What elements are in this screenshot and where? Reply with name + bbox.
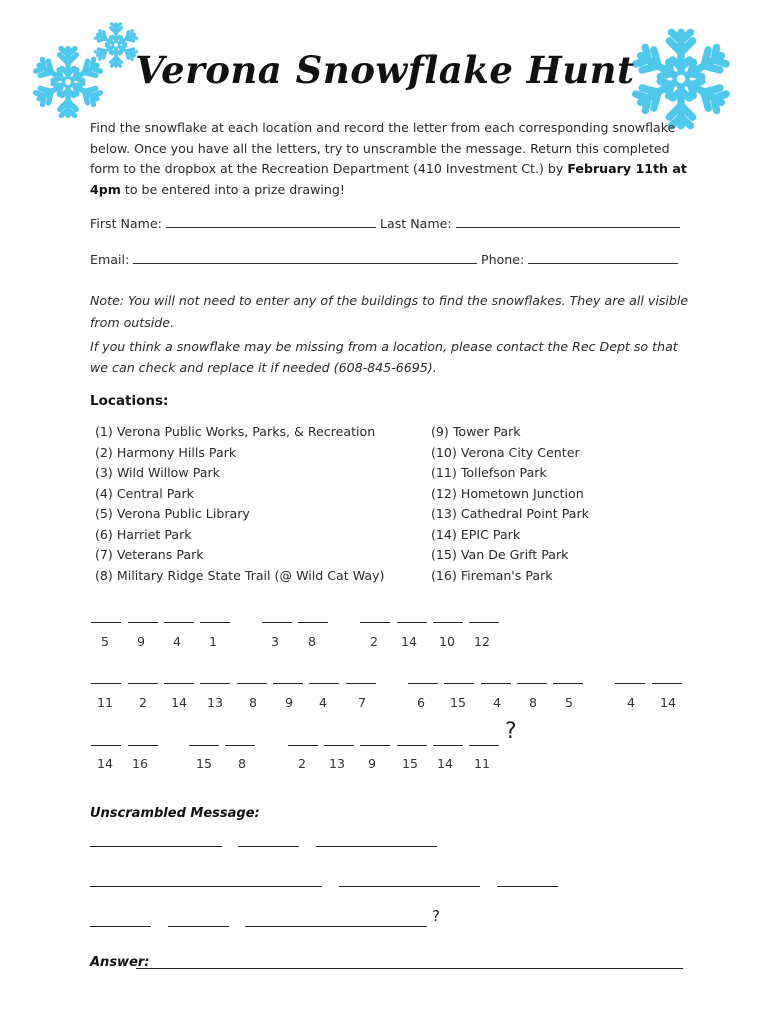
location-item: (5) Verona Public Library	[95, 506, 250, 521]
last-name-label: Last Name:	[380, 216, 452, 231]
question-mark: ?	[432, 907, 440, 925]
page-title: Verona Snowflake Hunt	[135, 48, 635, 92]
letter-blank[interactable]	[517, 683, 547, 684]
answer-line[interactable]	[136, 968, 683, 969]
word-line[interactable]	[168, 926, 229, 927]
letter-blank[interactable]	[200, 683, 230, 684]
letter-blank[interactable]	[225, 745, 255, 746]
location-number: 8	[307, 634, 316, 649]
location-item: (2) Harmony Hills Park	[95, 444, 237, 460]
letter-blank[interactable]	[652, 683, 682, 684]
first-name-field[interactable]	[166, 215, 376, 228]
location-number: 8	[237, 756, 246, 771]
location-number: 3	[270, 634, 279, 649]
location-number: 15	[449, 695, 467, 710]
letter-blank[interactable]	[553, 683, 583, 684]
location-number: 9	[136, 634, 145, 649]
location-number: 4	[172, 634, 181, 649]
location-number: 8	[528, 695, 537, 710]
email-field[interactable]	[133, 251, 477, 264]
letter-blank[interactable]	[397, 745, 427, 746]
letter-blank[interactable]	[309, 683, 339, 684]
location-number: 5	[564, 695, 573, 710]
letter-blank[interactable]	[237, 683, 267, 684]
location-item: (1) Verona Public Works, Parks, & Recreation	[95, 424, 376, 439]
word-line[interactable]	[497, 886, 558, 887]
letter-blank[interactable]	[444, 683, 474, 684]
location-item: (12) Hometown Junction	[431, 485, 584, 501]
word-line[interactable]	[90, 926, 151, 927]
locations-heading: Locations:	[90, 393, 169, 409]
letter-blank[interactable]	[433, 745, 463, 746]
letter-blank[interactable]	[164, 622, 194, 623]
location-number: 15	[195, 756, 213, 771]
letter-blank[interactable]	[262, 622, 292, 623]
location-number: 8	[248, 695, 257, 710]
locations-right-list	[431, 422, 589, 586]
location-number: 9	[284, 695, 293, 710]
location-item: (9) Tower Park	[431, 424, 521, 439]
deadline-text: February 11th at 4pm	[90, 161, 687, 197]
location-number: 2	[138, 695, 147, 710]
location-number: 13	[328, 756, 346, 771]
letter-blank[interactable]	[128, 745, 158, 746]
location-number: 1	[208, 634, 217, 649]
word-line[interactable]	[339, 886, 480, 887]
location-number: 14	[400, 634, 418, 649]
intro-text-end: to be entered into a prize drawing!	[120, 181, 345, 197]
letter-blank[interactable]	[481, 683, 511, 684]
location-item: (14) EPIC Park	[431, 526, 521, 542]
location-number: 11	[96, 695, 114, 710]
letter-blank[interactable]	[433, 622, 463, 623]
letter-blank[interactable]	[408, 683, 438, 684]
letter-blank[interactable]	[164, 683, 194, 684]
letter-blank[interactable]	[128, 683, 158, 684]
location-item: (3) Wild Willow Park	[95, 465, 220, 480]
location-number: 4	[626, 695, 635, 710]
location-number: 14	[659, 695, 677, 710]
letter-blank[interactable]	[91, 745, 121, 746]
word-line[interactable]	[316, 846, 437, 847]
location-number: 14	[170, 695, 188, 710]
location-number: 6	[416, 695, 425, 710]
location-number: 2	[369, 634, 378, 649]
word-line[interactable]	[90, 886, 322, 887]
first-name-row	[90, 215, 376, 231]
letter-blank[interactable]	[360, 745, 390, 746]
email-label: Email:	[90, 252, 130, 267]
letter-blank[interactable]	[298, 622, 328, 623]
note-missing: If you think a snowflake may be missing from a location, please contact the Rec Dept so that we can check and replace it if needed (608-845-6695).	[90, 339, 678, 375]
answer-label: Answer:	[90, 955, 150, 970]
location-number: 9	[367, 756, 376, 771]
word-line[interactable]	[245, 926, 427, 927]
location-item: (7) Veterans Park	[95, 547, 204, 562]
letter-blank[interactable]	[200, 622, 230, 623]
locations-left-list	[95, 422, 384, 586]
location-item: (10) Verona City Center	[431, 444, 580, 460]
location-item: (4) Central Park	[95, 485, 194, 501]
location-number: 11	[473, 756, 491, 771]
phone-row	[481, 251, 678, 267]
letter-blank[interactable]	[346, 683, 376, 684]
word-line[interactable]	[238, 846, 299, 847]
location-number: 12	[473, 634, 491, 649]
location-item: (8) Military Ridge State Trail (@ Wild Cat Way)	[95, 567, 385, 583]
location-number: 4	[492, 695, 501, 710]
location-number: 2	[297, 756, 306, 771]
letter-blank[interactable]	[469, 745, 499, 746]
location-number: 14	[96, 756, 114, 771]
location-number: 15	[401, 756, 419, 771]
location-number: 14	[436, 756, 454, 771]
location-number: 5	[100, 634, 109, 649]
location-item: (16) Fireman's Park	[431, 567, 553, 583]
location-item: (11) Tollefson Park	[431, 465, 547, 480]
letter-blank[interactable]	[397, 622, 427, 623]
letter-blank[interactable]	[91, 622, 121, 623]
letter-blank[interactable]	[288, 745, 318, 746]
unscrambled-label: Unscrambled Message:	[90, 806, 260, 821]
location-number: 4	[318, 695, 327, 710]
letter-blank[interactable]	[615, 683, 645, 684]
letter-blank[interactable]	[128, 622, 158, 623]
letter-blank[interactable]	[360, 622, 390, 623]
location-number: 13	[206, 695, 224, 710]
word-line[interactable]	[90, 846, 222, 847]
intro-text: Find the snowflake at each location and record the letter from each corresponding snowflake below. Once you have all the letters, try to unscramble the message. Return this completed form to the dropbox at the Recreation Department (410 Investment Ct.) by	[90, 120, 676, 176]
letter-blank[interactable]	[91, 683, 121, 684]
last-name-field[interactable]	[456, 215, 680, 228]
note-visible: Note: You will not need to enter any of the buildings to find the snowflakes. They are all visible from outside.	[90, 293, 689, 330]
question-mark: ?	[505, 719, 517, 744]
location-number: 7	[357, 695, 366, 710]
phone-label: Phone:	[481, 252, 525, 267]
location-item: (15) Van De Grift Park	[431, 547, 569, 562]
first-name-label: First Name:	[90, 216, 162, 231]
letter-blank[interactable]	[324, 745, 354, 746]
letter-blank[interactable]	[189, 745, 219, 746]
letter-blank[interactable]	[273, 683, 303, 684]
phone-field[interactable]	[528, 251, 678, 264]
letter-blank[interactable]	[469, 622, 499, 623]
location-item: (6) Harriet Park	[95, 526, 192, 542]
location-number: 10	[438, 634, 456, 649]
email-row	[90, 251, 477, 267]
last-name-row	[380, 215, 680, 231]
intro-paragraph	[90, 118, 690, 200]
location-number: 16	[131, 756, 149, 771]
location-item: (13) Cathedral Point Park	[431, 506, 589, 521]
